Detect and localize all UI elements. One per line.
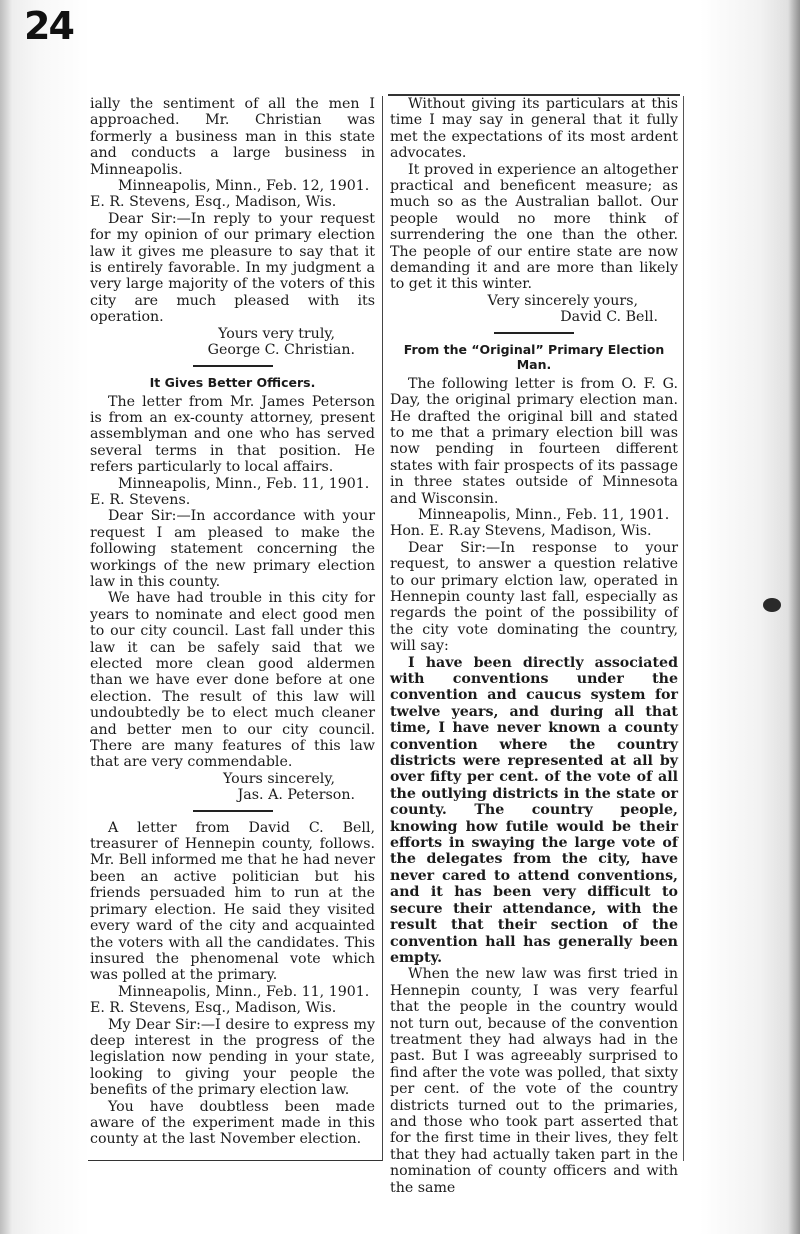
section-rule (193, 810, 273, 812)
peterson-address: E. R. Stevens. (90, 491, 191, 508)
christian-dateline: Minneapolis, Minn., Feb. 12, 1901. (118, 178, 370, 195)
bell-letter-body: My Dear Sir:—I desire to express my deep interest in the progress of the legislation now pending in your state, looking to giving your people the benefits of the primary election law. (90, 1016, 375, 1099)
christian-letter-body: Dear Sir:—In reply to your request for my opinion of our primary election law it gives me pleasure to say that it is entirely favorable. In my judgment a very large majority of the voters of this city are much pleased with its operation. (90, 210, 375, 326)
christian-address: E. R. Stevens, Esq., Madison, Wis. (90, 194, 337, 211)
peterson-intro: The letter from Mr. James Peterson is from an ex-county attorney, present assemblyman and one who has served several terms in that position. He refers particularly to local affairs. (90, 393, 375, 476)
section-rule (494, 332, 574, 334)
day-letter-body: When the new law was first tried in Hennepin county, I was very fearful that the people in the country would not turn out, because of the convention treatment they had always had in the past. But I was agreeably surprised to find after the vote was polled, that sixty per cent. of the vote of the country districts turned out to the primaries, and those who took part asserted that for the first time in their lives, they felt that they had actually taken part in the nomination of county officers and with the same (390, 966, 678, 1196)
bell-intro: A letter from David C. Bell, treasurer of Hennepin county, follows. Mr. Bell informed me that he had never been an active politician but his friends persuaded him to run at the primary election. He said they visited every ward of the city and acquainted the voters with all the candidates. This insured the phenomenal vote which was polled at the primary. (90, 819, 375, 984)
bell-letter-body: It proved in experience an altogether practical and beneficent measure; as much so as the Australian ballot. Our people would no more think of surrendering the one than the other. The people of our entire state are now demanding it and are more than likely to get it this winter. (390, 161, 678, 293)
page-number: 24 (24, 4, 73, 48)
left-column-bottom-rule (88, 1160, 382, 1161)
heading-better-officers: It Gives Better Officers. (149, 374, 316, 390)
bell-letter-body: You have doubtless been made aware of the experiment made in this county at the last November election. (90, 1098, 375, 1148)
christian-signature: George C. Christian. (207, 342, 355, 359)
day-letter-body: I have been directly associated with conventions under the convention and caucus system for twelve years, and during all that time, I have never known a county convention where the country districts were represented at all by over fifty per cent. of the vote of all the outlying districts in the state or county. The country people, knowing how futile would be their efforts in swaying the large vote of the delegates from the city, have never cared to attend conventions, and it has been very difficult to secure their attendance, with the result that their section of the convention hall has generally been empty. (390, 654, 678, 966)
christian-letter-tail: ially the sentiment of all the men I approached. Mr. Christian was formerly a business man in this state and conducts a large business in Minneapolis. (90, 96, 375, 178)
peterson-dateline: Minneapolis, Minn., Feb. 11, 1901. (118, 475, 370, 492)
left-page-edge (0, 0, 12, 1234)
right-column-border (683, 96, 684, 1161)
peterson-letter-body: Dear Sir:—In accordance with your request I am pleased to make the following statement concerning the workings of the new primary election law in this county. (90, 508, 375, 590)
bell-closing: Very sincerely yours, (487, 292, 638, 309)
peterson-closing: Yours sincerely, (222, 770, 335, 787)
christian-closing: Yours very truly, (218, 325, 335, 342)
peterson-signature: Jas. A. Peterson. (237, 787, 355, 804)
peterson-letter-body: We have had trouble in this city for years to nominate and elect good men to our city council. Last fall under this law it can be safely said that we elected more clean good aldermen than we have ever done before at one election. The result of this law will undoubtedly be to elect much cleaner and better men to our city council. There are many features of this law that are very commendable. (90, 590, 375, 771)
day-dateline: Minneapolis, Minn., Feb. 11, 1901. (418, 506, 670, 523)
column-divider (382, 96, 383, 1161)
day-address: Hon. E. R.ay Stevens, Madison, Wis. (390, 523, 652, 540)
ink-blot (763, 598, 781, 612)
section-rule (193, 365, 273, 367)
heading-original-primary-election-man: From the “Original” Primary Election Man. (403, 341, 665, 372)
bell-signature: David C. Bell. (560, 309, 658, 326)
day-letter-body: Dear Sir:—In response to your request, to answer a question relative to our primary elction law, operated in Hennepin county last fall, especially as regards the point of the possibility of the city vote dominating the country, will say: (390, 539, 678, 655)
left-column (90, 96, 375, 1148)
bell-address: E. R. Stevens, Esq., Madison, Wis. (90, 1000, 337, 1017)
right-column (390, 96, 678, 1196)
bell-letter-body: Without giving its particulars at this time I may say in general that it fully met the expectations of its most ardent advocates. (390, 96, 678, 162)
day-intro: The following letter is from O. F. G. Day, the original primary election man. He drafted the original bill and stated to me that a primary election bill was now pending in fourteen different states with fair prospects of its passage in three states outside of Minnesota and Wisconsin. (390, 375, 678, 507)
right-page-edge (788, 0, 800, 1234)
bell-dateline: Minneapolis, Minn., Feb. 11, 1901. (118, 983, 370, 1000)
